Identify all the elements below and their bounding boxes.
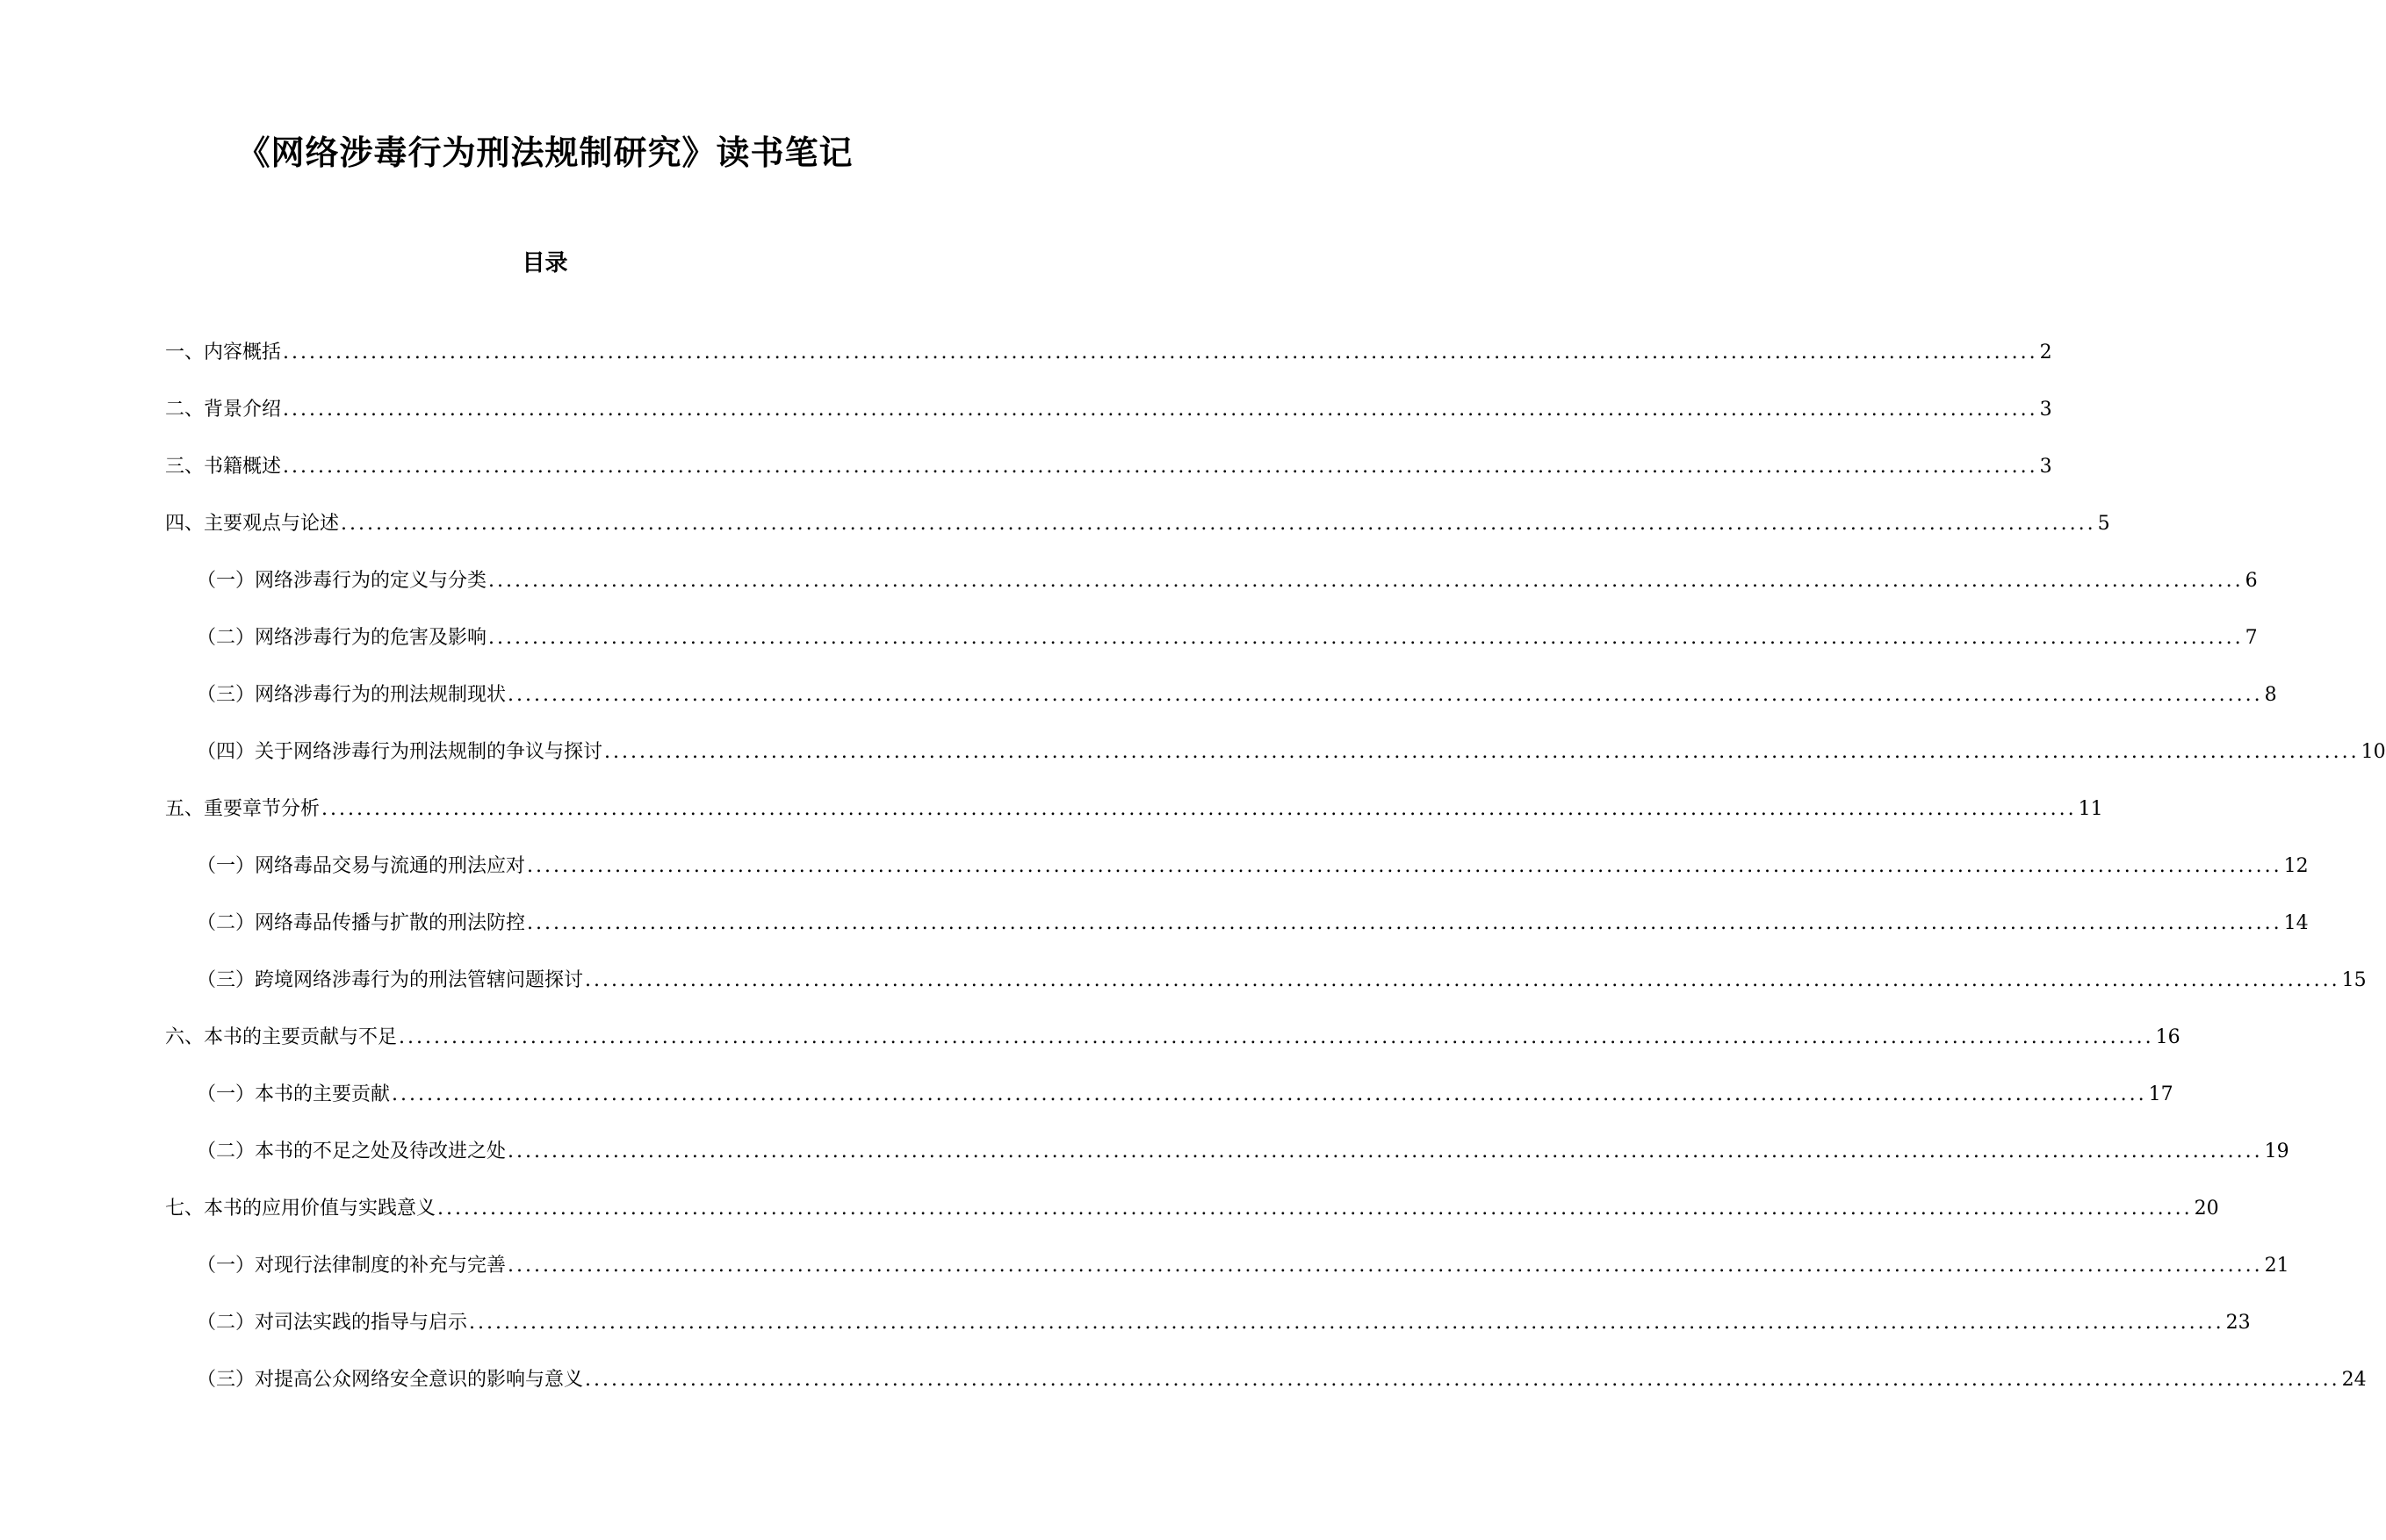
toc-leader-dots: ........................................................................................................................................................................................................ — [283, 456, 2038, 478]
toc-entry-title: （三）网络涉毒行为的刑法规制现状 — [197, 684, 507, 706]
toc-entry-title: （一）网络毒品交易与流通的刑法应对 — [197, 855, 526, 877]
toc-entry-title: （三）对提高公众网络安全意识的影响与意义 — [197, 1369, 584, 1391]
toc-entry-title: 三、书籍概述 — [165, 456, 282, 478]
toc-entry[interactable] — [165, 906, 2309, 963]
toc-entry-title: （二）网络涉毒行为的危害及影响 — [197, 627, 487, 649]
toc-entry-title: （一）对现行法律制度的补充与完善 — [197, 1255, 507, 1277]
toc-entry-title: （二）网络毒品传播与扩散的刑法防控 — [197, 912, 526, 934]
toc-entry[interactable] — [165, 792, 2103, 849]
toc-entry-title: （二）本书的不足之处及待改进之处 — [197, 1141, 507, 1162]
toc-entry[interactable] — [165, 735, 2386, 792]
toc-leader-dots: ........................................................................................................................................................................................................ — [508, 1141, 2263, 1162]
toc-leader-dots: ........................................................................................................................................................................................................ — [399, 1026, 2154, 1048]
toc-leader-dots: ........................................................................................................................................................................................................ — [321, 798, 2077, 820]
toc-entry-page: 6 — [2245, 570, 2258, 592]
toc-entry-title: （三）跨境网络涉毒行为的刑法管辖问题探讨 — [197, 969, 584, 991]
toc-entry[interactable] — [165, 564, 2258, 621]
toc-leader-dots: ........................................................................................................................................................................................................ — [341, 513, 2096, 535]
toc-entry-title: （一）网络涉毒行为的定义与分类 — [197, 570, 487, 592]
toc-entry-page: 2 — [2039, 342, 2052, 363]
toc-entry[interactable] — [165, 621, 2258, 678]
toc-entry-page: 5 — [2097, 513, 2110, 535]
document-title: 《网络涉毒行为刑法规制研究》读书笔记 — [236, 133, 854, 172]
toc-leader-dots: ........................................................................................................................................................................................................ — [508, 1255, 2263, 1277]
toc-entry-title: 六、本书的主要贡献与不足 — [165, 1026, 398, 1048]
toc-entry[interactable] — [165, 450, 2052, 507]
toc-entry-title: （四）关于网络涉毒行为刑法规制的争议与探讨 — [197, 741, 603, 763]
toc-entry-page: 12 — [2283, 855, 2309, 877]
toc-entry-title: 四、主要观点与论述 — [165, 513, 340, 535]
toc-entry-page: 11 — [2078, 798, 2103, 820]
toc-leader-dots: ........................................................................................................................................................................................................ — [585, 1369, 2340, 1391]
toc-entry[interactable] — [165, 507, 2110, 564]
toc-entry-page: 21 — [2264, 1255, 2289, 1277]
toc-entry-page: 19 — [2264, 1141, 2289, 1162]
toc-entry-page: 23 — [2225, 1312, 2251, 1334]
toc-entry-page: 8 — [2264, 684, 2277, 706]
toc-entry[interactable] — [165, 335, 2052, 392]
toc-leader-dots: ........................................................................................................................................................................................................ — [283, 342, 2038, 363]
toc-leader-dots: ........................................................................................................................................................................................................ — [488, 627, 2244, 649]
toc-entry-page: 14 — [2283, 912, 2309, 934]
toc-entry-title: 七、本书的应用价值与实践意义 — [165, 1198, 436, 1220]
toc-leader-dots: ........................................................................................................................................................................................................ — [469, 1312, 2224, 1334]
toc-entry[interactable] — [165, 849, 2309, 906]
toc-leader-dots: ........................................................................................................................................................................................................ — [527, 855, 2282, 877]
toc-entry[interactable] — [165, 1077, 2173, 1134]
toc-leader-dots: ........................................................................................................................................................................................................ — [604, 741, 2360, 763]
toc-heading: 目录 — [522, 250, 568, 277]
toc-entry-page: 17 — [2148, 1083, 2173, 1105]
toc-entry-title: 五、重要章节分析 — [165, 798, 321, 820]
toc-entry-page: 3 — [2039, 399, 2052, 421]
toc-leader-dots: ........................................................................................................................................................................................................ — [488, 570, 2244, 592]
toc-entry[interactable] — [165, 1306, 2251, 1363]
toc-entry[interactable] — [165, 1249, 2289, 1306]
toc-entry-page: 3 — [2039, 456, 2052, 478]
toc-leader-dots: ........................................................................................................................................................................................................ — [283, 399, 2038, 421]
toc-leader-dots: ........................................................................................................................................................................................................ — [508, 684, 2263, 706]
toc-entry-page: 20 — [2194, 1198, 2219, 1220]
table-of-contents — [165, 335, 2386, 1420]
toc-leader-dots: ........................................................................................................................................................................................................ — [585, 969, 2340, 991]
toc-entry[interactable] — [165, 1020, 2181, 1077]
toc-entry[interactable] — [165, 1191, 2219, 1249]
toc-leader-dots: ........................................................................................................................................................................................................ — [437, 1198, 2193, 1220]
toc-entry-page: 10 — [2361, 741, 2386, 763]
toc-entry-title: 一、内容概括 — [165, 342, 282, 363]
toc-entry[interactable] — [165, 1134, 2289, 1191]
toc-entry[interactable] — [165, 1363, 2367, 1420]
toc-entry-page: 16 — [2155, 1026, 2181, 1048]
toc-entry-page: 7 — [2245, 627, 2258, 649]
toc-leader-dots: ........................................................................................................................................................................................................ — [527, 912, 2282, 934]
toc-entry-page: 24 — [2341, 1369, 2367, 1391]
toc-entry-page: 15 — [2341, 969, 2367, 991]
toc-entry[interactable] — [165, 678, 2277, 735]
toc-entry-title: （一）本书的主要贡献 — [197, 1083, 391, 1105]
toc-entry-title: 二、背景介绍 — [165, 399, 282, 421]
toc-leader-dots: ........................................................................................................................................................................................................ — [392, 1083, 2147, 1105]
toc-entry[interactable] — [165, 963, 2367, 1020]
toc-entry-title: （二）对司法实践的指导与启示 — [197, 1312, 468, 1334]
toc-entry[interactable] — [165, 392, 2052, 450]
